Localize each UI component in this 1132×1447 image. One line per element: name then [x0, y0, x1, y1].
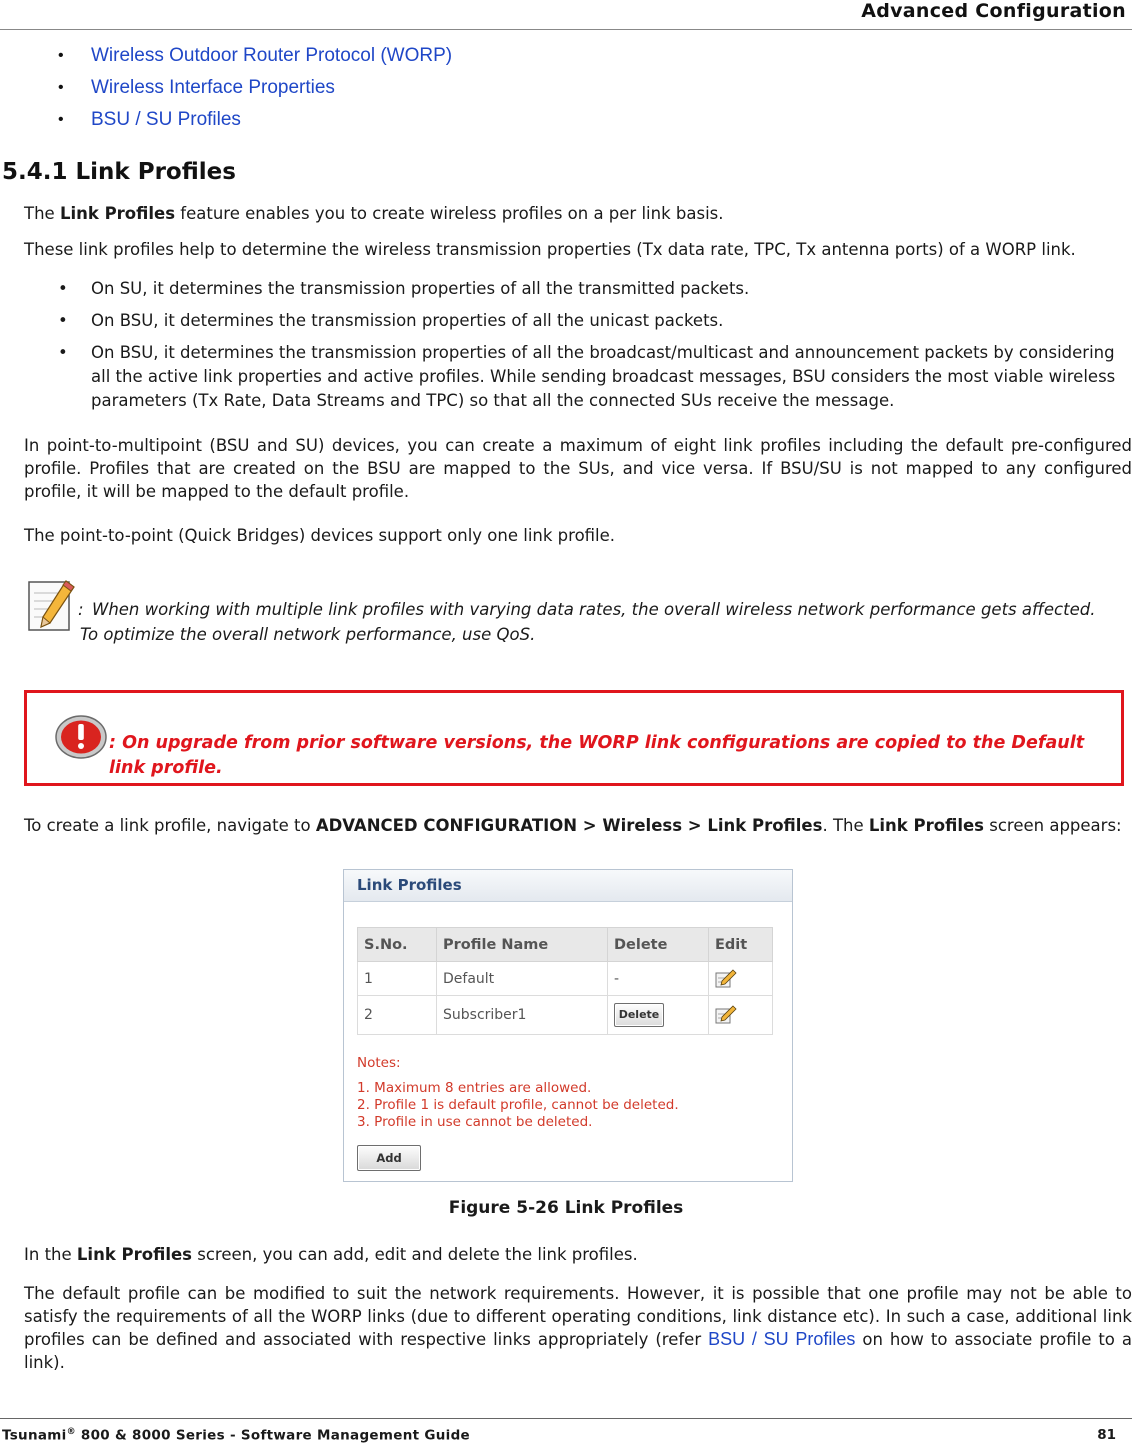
column-header-delete: Delete [608, 928, 709, 962]
link-item [58, 40, 452, 72]
column-header-sno: S.No. [358, 928, 437, 962]
link-profiles-screenshot [343, 869, 793, 1182]
warning-text: : On upgrade from prior software versions, the WORP link configurations are copied to the Default link profile. [109, 733, 1085, 778]
cell-delete [608, 996, 709, 1035]
add-button[interactable]: Add [357, 1145, 421, 1171]
behavior-list [58, 277, 1118, 421]
bullet: • [58, 343, 68, 362]
cell-edit [709, 996, 773, 1035]
bullet: • [58, 47, 64, 64]
list-item: • On BSU, it determines the transmission properties of all the unicast packets. [58, 309, 1118, 333]
warning-box [24, 690, 1124, 786]
edit-icon[interactable] [715, 969, 737, 989]
link-worp[interactable]: Wireless Outdoor Router Protocol (WORP) [91, 45, 453, 66]
cell-profile-name: Default [437, 962, 608, 996]
related-links-list [58, 40, 452, 136]
cell-sno: 1 [358, 962, 437, 996]
note-line: 3. Profile in use cannot be deleted. [357, 1114, 593, 1130]
figure-caption: Figure 5-26 Link Profiles [448, 1198, 684, 1218]
section-heading: 5.4.1 Link Profiles [2, 159, 236, 185]
footer-title: Tsunami® 800 & 8000 Series - Software Management Guide [2, 1427, 471, 1444]
bullet: • [58, 279, 68, 298]
cell-delete: - [608, 962, 709, 996]
table-row [358, 962, 773, 996]
note-line: 2. Profile 1 is default profile, cannot be deleted. [357, 1097, 679, 1113]
notes-block [357, 1055, 679, 1131]
footer-rule [0, 1418, 1132, 1419]
link-bsu-su-profiles-inline[interactable]: BSU / SU Profiles [708, 1329, 856, 1349]
link-bsu-su-profiles[interactable]: BSU / SU Profiles [91, 109, 241, 130]
default-profile-paragraph: The default profile can be modified to suit the network requirements. However, it is possible that one profile may not be able to satisfy the requirements of all the WORP links (due to different operating conditions, link distance etc). In such a case, additional link profiles can be defined and associated with respective links appropriately (refer BSU / SU Profiles on how to associate profile to a link). [24, 1284, 1132, 1372]
table-header-row [358, 928, 773, 962]
column-header-profile-name: Profile Name [437, 928, 608, 962]
bullet: • [58, 111, 64, 128]
bullet: • [58, 311, 68, 330]
cell-profile-name: Subscriber1 [437, 996, 608, 1035]
link-wireless-interface-properties[interactable]: Wireless Interface Properties [91, 77, 335, 98]
note-line: 1. Maximum 8 entries are allowed. [357, 1080, 592, 1096]
exclamation-warning-icon [54, 714, 108, 760]
intro-paragraph: The Link Profiles feature enables you to create wireless profiles on a per link basis. [24, 204, 724, 223]
link-profiles-table [357, 927, 773, 1035]
multipoint-paragraph: In point-to-multipoint (BSU and SU) devices, you can create a maximum of eight link profiles including the default pre-configured profile. Profiles that are created on the BSU are mapped to the SUs, and vice versa. If BSU/SU is not mapped to any configured profile, it will be mapped to the default profile. [24, 436, 1132, 501]
header-rule [0, 29, 1132, 30]
note-text: : When working with multiple link profiles with varying data rates, the overall wireless network performance gets affected. To optimize the overall network performance, use QoS. [78, 600, 1096, 644]
cell-sno: 2 [358, 996, 437, 1035]
list-item: • On SU, it determines the transmission properties of all the transmitted packets. [58, 277, 1118, 301]
bullet: • [58, 79, 64, 96]
page-number: 81 [1097, 1427, 1116, 1443]
delete-button[interactable]: Delete [614, 1003, 664, 1027]
pencil-note-icon [26, 577, 78, 635]
panel-title: Link Profiles [344, 870, 792, 902]
table-row [358, 996, 773, 1035]
edit-icon[interactable] [715, 1005, 737, 1025]
column-header-edit: Edit [709, 928, 773, 962]
point-to-point-paragraph: The point-to-point (Quick Bridges) devices support only one link profile. [24, 526, 616, 545]
link-item [58, 104, 452, 136]
cell-edit [709, 962, 773, 996]
screen-usage-paragraph: In the Link Profiles screen, you can add, edit and delete the link profiles. [24, 1245, 638, 1264]
navigate-paragraph: To create a link profile, navigate to ADVANCED CONFIGURATION > Wireless > Link Profiles. The Link Profiles screen appears: [24, 816, 1122, 835]
link-item [58, 72, 452, 104]
list-item: • On BSU, it determines the transmission properties of all the broadcast/multicast and announcement packets by considering all the active link properties and active profiles. While sending broadcast messages, BSU considers the most viable wireless parameters (Tx Rate, Data Streams and TPC) so that all the connected SUs receive the message. [58, 343, 1116, 410]
purpose-paragraph: These link profiles help to determine the wireless transmission properties (Tx data rate, TPC, Tx antenna ports) of a WORP link. [24, 240, 1076, 259]
running-header: Advanced Configuration [861, 0, 1126, 22]
notes-title: Notes: [357, 1055, 401, 1071]
